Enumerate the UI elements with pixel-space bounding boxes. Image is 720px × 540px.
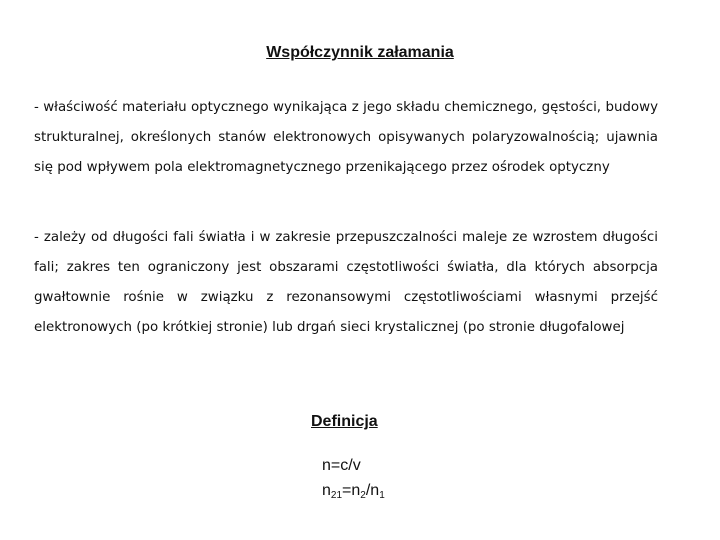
formula-equals: =n <box>342 482 361 499</box>
paragraph-properties: - właściwość materiału optycznego wynikająca z jego składu chemicznego, gęstości, budowy strukturalnej, określonych stanów elektronowych opisywanych polaryzowalnością; ujawnia się pod wpływem pola elektromagnetycznego przenikającego przez ośrodek optyczny <box>34 100 658 175</box>
definition-heading: Definicja <box>311 413 378 430</box>
formula-denominator-subscript: 1 <box>379 490 385 501</box>
page-title: Współczynnik załamania <box>266 44 454 61</box>
formula-lhs-subscript: 21 <box>330 490 343 501</box>
paragraph-wavelength-dependence: - zależy od długości fali światła i w zakresie przepuszczalności maleje ze wzrostem długości fali; zakres ten ograniczony jest obszarami częstotliwości światła, dla których absorpcja gwałtownie rośnie w związku z rezonansowymi częstotliwościami własnymi przejść elektronowych (po krótkiej stronie) lub drgań sieci krystalicznej (po stronie długofalowej <box>34 230 658 335</box>
formula-relative-index <box>322 480 385 507</box>
formula-divide: /n <box>365 482 380 499</box>
formula-numerator-subscript: 2 <box>360 490 366 501</box>
formula-speed-ratio: n=c/v <box>322 457 361 474</box>
formula-lhs: n <box>322 482 331 499</box>
